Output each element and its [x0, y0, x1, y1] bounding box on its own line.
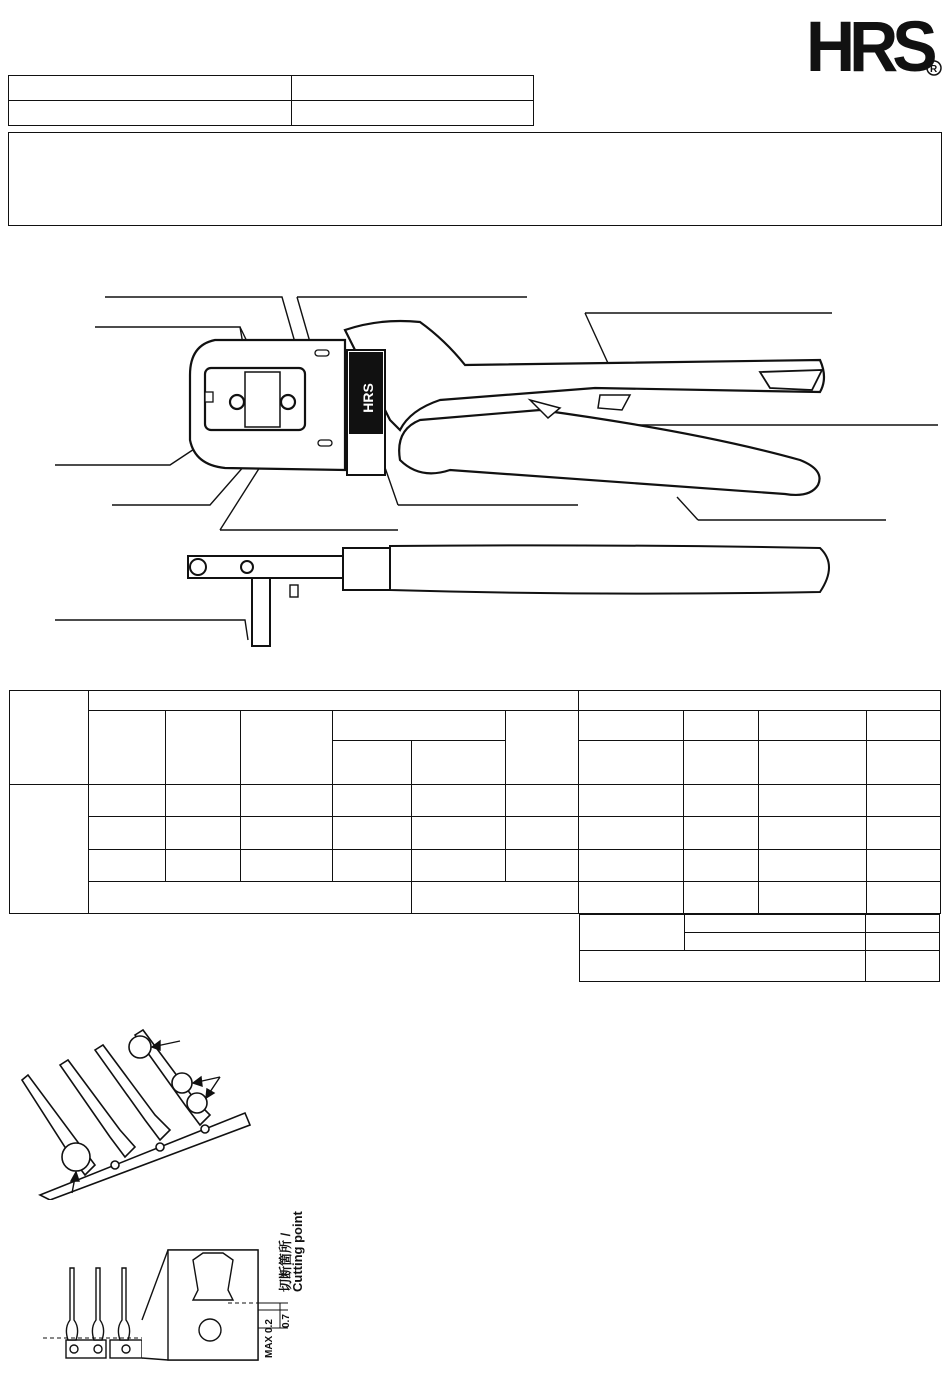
die-block — [245, 372, 280, 427]
table-cell — [759, 741, 867, 785]
table-cell — [412, 850, 506, 882]
table-cell — [412, 817, 506, 850]
sub-table-cell — [579, 950, 866, 982]
side-locator — [252, 578, 270, 646]
dim-07: 0.7 — [281, 1314, 292, 1328]
table-cell — [579, 691, 941, 711]
leader-line — [55, 620, 248, 640]
header-cell — [292, 101, 534, 126]
sub-table-cell — [684, 932, 866, 951]
table-cell — [684, 785, 759, 817]
table-cell — [684, 711, 759, 741]
ratchet — [598, 395, 630, 410]
table-cell — [759, 785, 867, 817]
table-cell — [506, 711, 579, 785]
logo-text: HRS — [806, 10, 932, 76]
cutting-point-label-en: Cutting point — [290, 1211, 305, 1292]
table-cell — [166, 817, 241, 850]
table-cell — [579, 882, 684, 914]
registered-mark: R — [930, 64, 938, 75]
table-cell — [333, 741, 412, 785]
header-cell — [9, 101, 292, 126]
detail-circle — [62, 1143, 90, 1171]
dim-max: MAX 0.2 — [264, 1319, 275, 1358]
contact-pin — [66, 1268, 77, 1340]
table-cell — [333, 711, 506, 741]
table-cell — [506, 785, 579, 817]
sub-table-cell — [865, 914, 940, 933]
table-cell — [684, 850, 759, 882]
table-cell — [579, 817, 684, 850]
sub-table-cell — [684, 914, 866, 933]
table-cell — [759, 817, 867, 850]
cutting-point-figure — [38, 1200, 308, 1372]
lower-handle — [399, 410, 819, 495]
sub-table-cell — [579, 914, 685, 951]
tool-brand: HRS — [360, 383, 376, 413]
table-cell — [506, 850, 579, 882]
sub-table-cell — [865, 950, 940, 982]
leader-line — [677, 497, 698, 520]
table-cell — [166, 711, 241, 785]
table-cell — [579, 741, 684, 785]
header-cell — [292, 76, 534, 101]
table-cell — [759, 711, 867, 741]
table-cell — [506, 817, 579, 850]
crimp-tool-diagram — [0, 285, 950, 655]
table-cell — [89, 817, 166, 850]
table-cell — [579, 785, 684, 817]
table-cell — [241, 785, 333, 817]
table-cell — [166, 850, 241, 882]
side-head — [188, 556, 343, 578]
table-cell — [89, 711, 166, 785]
contact-pin — [92, 1268, 103, 1340]
upper-handle — [345, 321, 824, 430]
table-cell — [867, 850, 941, 882]
table-cell — [241, 850, 333, 882]
screw-icon — [230, 395, 244, 409]
detail-circle — [172, 1073, 192, 1093]
table-cell — [10, 691, 89, 785]
detail-circle — [187, 1093, 207, 1113]
table-cell — [412, 785, 506, 817]
table-cell — [241, 711, 333, 785]
table-cell — [10, 785, 89, 914]
table-cell — [759, 882, 867, 914]
cutting-point-label-jp: 切断箇所 / — [278, 1232, 293, 1292]
table-cell — [333, 850, 412, 882]
table-cell — [867, 882, 941, 914]
header-table — [8, 75, 534, 126]
table-cell — [867, 711, 941, 741]
table-cell — [89, 882, 412, 914]
table-cell — [684, 882, 759, 914]
contact-strip-figure — [10, 1025, 260, 1200]
side-handle — [390, 545, 829, 593]
contact-pin — [118, 1268, 129, 1340]
sub-table-cell — [865, 932, 940, 951]
table-cell — [579, 711, 684, 741]
hrs-logo — [806, 10, 944, 76]
table-cell — [89, 785, 166, 817]
table-cell — [89, 850, 166, 882]
table-cell — [89, 691, 579, 711]
table-cell — [867, 785, 941, 817]
spec-table — [9, 690, 941, 914]
table-cell — [412, 741, 506, 785]
table-cell — [166, 785, 241, 817]
table-cell — [579, 850, 684, 882]
table-cell — [759, 850, 867, 882]
table-cell — [684, 817, 759, 850]
table-cell — [241, 817, 333, 850]
notes-box — [8, 132, 942, 226]
table-cell — [867, 741, 941, 785]
table-cell — [333, 785, 412, 817]
table-cell — [867, 817, 941, 850]
table-cell — [684, 741, 759, 785]
table-cell — [412, 882, 579, 914]
screw-icon — [281, 395, 295, 409]
header-cell — [9, 76, 292, 101]
table-cell — [333, 817, 412, 850]
detail-circle — [129, 1036, 151, 1058]
